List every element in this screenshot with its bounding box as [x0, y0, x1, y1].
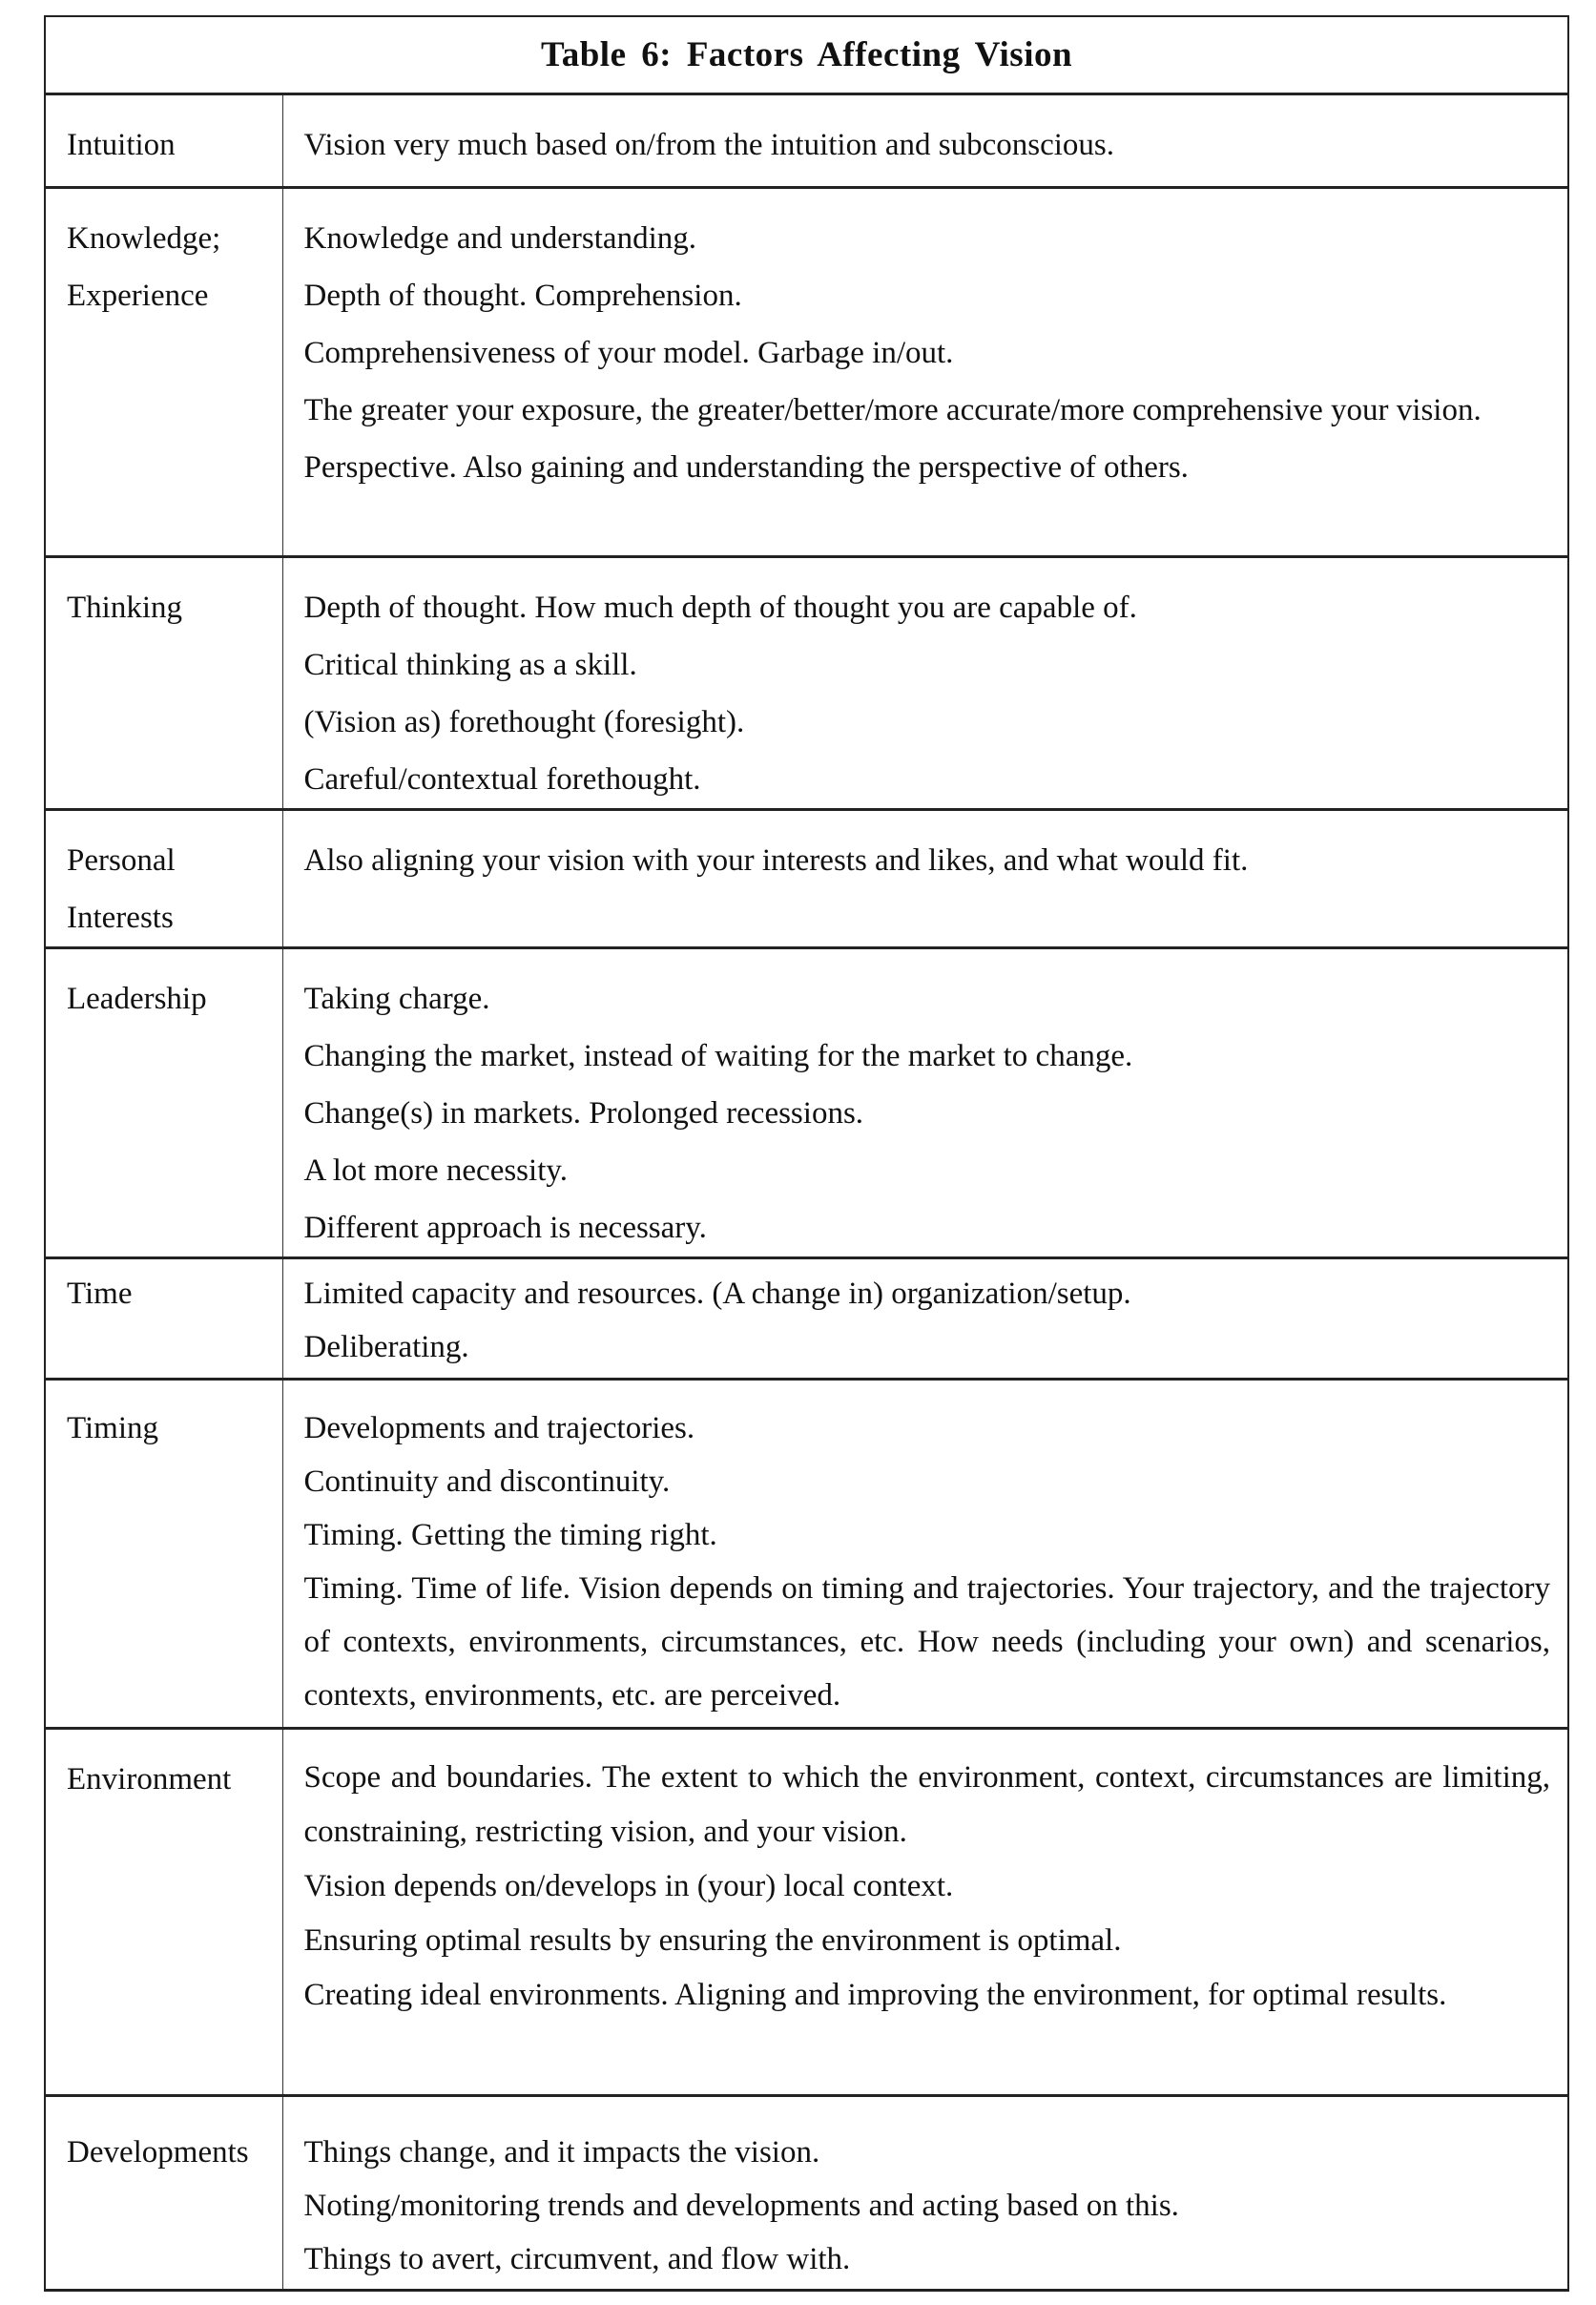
factor-label: Timing [67, 1411, 159, 1445]
description-line: Developments and trajectories. [303, 1411, 695, 1445]
table-row [46, 94, 1567, 188]
description-cell [282, 2096, 1567, 2290]
table-body [46, 94, 1567, 2290]
description-line: Vision depends on/develops in (your) local context. [303, 1869, 954, 1903]
description-line: Vision very much based on/from the intuition and subconscious. [303, 128, 1114, 162]
description-line: Creating ideal environments. Aligning and improving the environment, for optimal results. [303, 1978, 1447, 2012]
description-cell [282, 94, 1567, 188]
table-row [46, 948, 1567, 1258]
description-line: Timing. Getting the timing right. [303, 1518, 717, 1552]
factor-label: Intuition [67, 128, 176, 162]
description-line: Things to avert, circumvent, and flow with. [303, 2242, 851, 2276]
description-line: Perspective. Also gaining and understanding the perspective of others. [303, 450, 1189, 485]
description-cell [282, 1380, 1567, 1729]
factor-label: Environment [67, 1762, 232, 1796]
description-line: A lot more necessity. [303, 1153, 568, 1188]
table-row [46, 810, 1567, 948]
factor-label-line: Personal [67, 843, 176, 878]
description-line: Knowledge and understanding. [303, 221, 696, 256]
table-row [46, 1258, 1567, 1380]
description-line: Changing the market, instead of waiting for the market to change. [303, 1039, 1133, 1073]
description-line: Taking charge. [303, 982, 490, 1016]
description-line: Continuity and discontinuity. [303, 1464, 671, 1499]
description-cell [282, 948, 1567, 1258]
description-line: Scope and boundaries. The extent to which the environment, context, circumstances are limiting, constraining, restricting vision, and your vision. [303, 1760, 1550, 1849]
factor-cell [46, 1380, 282, 1729]
description-line: (Vision as) forethought (foresight). [303, 705, 745, 739]
description-line: Careful/contextual forethought. [303, 762, 701, 797]
description-line: Depth of thought. Comprehension. [303, 279, 742, 313]
description-line: Deliberating. [303, 1330, 469, 1364]
description-line: Things change, and it impacts the vision. [303, 2135, 820, 2170]
factor-label: Developments [67, 2135, 249, 2170]
description-line: Limited capacity and resources. (A change in) organization/setup. [303, 1277, 1131, 1311]
description-cell [282, 557, 1567, 810]
factor-cell [46, 1729, 282, 2096]
description-line: The greater your exposure, the greater/better/more accurate/more comprehensive your vision. [303, 393, 1482, 427]
factors-table-grid [46, 17, 1567, 2289]
description-cell [282, 1258, 1567, 1380]
factor-cell [46, 557, 282, 810]
table-title [46, 17, 1567, 94]
factor-label: Thinking [67, 591, 182, 625]
factor-cell [46, 810, 282, 948]
description-cell [282, 188, 1567, 557]
description-line: Different approach is necessary. [303, 1211, 707, 1245]
factor-label-line: Experience [67, 279, 209, 313]
description-cell [282, 810, 1567, 948]
description-line: Ensuring optimal results by ensuring the environment is optimal. [303, 1923, 1122, 1958]
table-title-row [46, 17, 1567, 94]
table-row [46, 1729, 1567, 2096]
factor-cell [46, 188, 282, 557]
factors-table [44, 15, 1569, 2292]
description-line: Depth of thought. How much depth of thought you are capable of. [303, 591, 1137, 625]
description-line: Also aligning your vision with your interests and likes, and what would fit. [303, 843, 1249, 878]
factor-label: Leadership [67, 982, 207, 1016]
description-line: Comprehensiveness of your model. Garbage in/out. [303, 336, 954, 370]
description-line: Noting/monitoring trends and developments and acting based on this. [303, 2189, 1179, 2223]
factor-label: Time [67, 1277, 133, 1311]
description-line: Critical thinking as a skill. [303, 648, 637, 682]
factor-label-line: Knowledge; [67, 221, 221, 256]
table-row [46, 557, 1567, 810]
table-title-text: Table 6: Factors Affecting Vision [540, 35, 1073, 74]
factor-label-line: Interests [67, 901, 174, 935]
description-line: Timing. Time of life. Vision depends on timing and trajectories. Your trajectory, and the trajectory of contexts, environments, circumstances, etc. How needs (including your own) and scenarios, contexts, environments, etc. are perceived. [303, 1571, 1550, 1713]
table-row [46, 188, 1567, 557]
factor-cell [46, 948, 282, 1258]
factor-cell [46, 94, 282, 188]
table-row [46, 1380, 1567, 1729]
description-cell [282, 1729, 1567, 2096]
factor-cell [46, 2096, 282, 2290]
table-row [46, 2096, 1567, 2290]
description-line: Change(s) in markets. Prolonged recessions. [303, 1096, 864, 1131]
factor-cell [46, 1258, 282, 1380]
